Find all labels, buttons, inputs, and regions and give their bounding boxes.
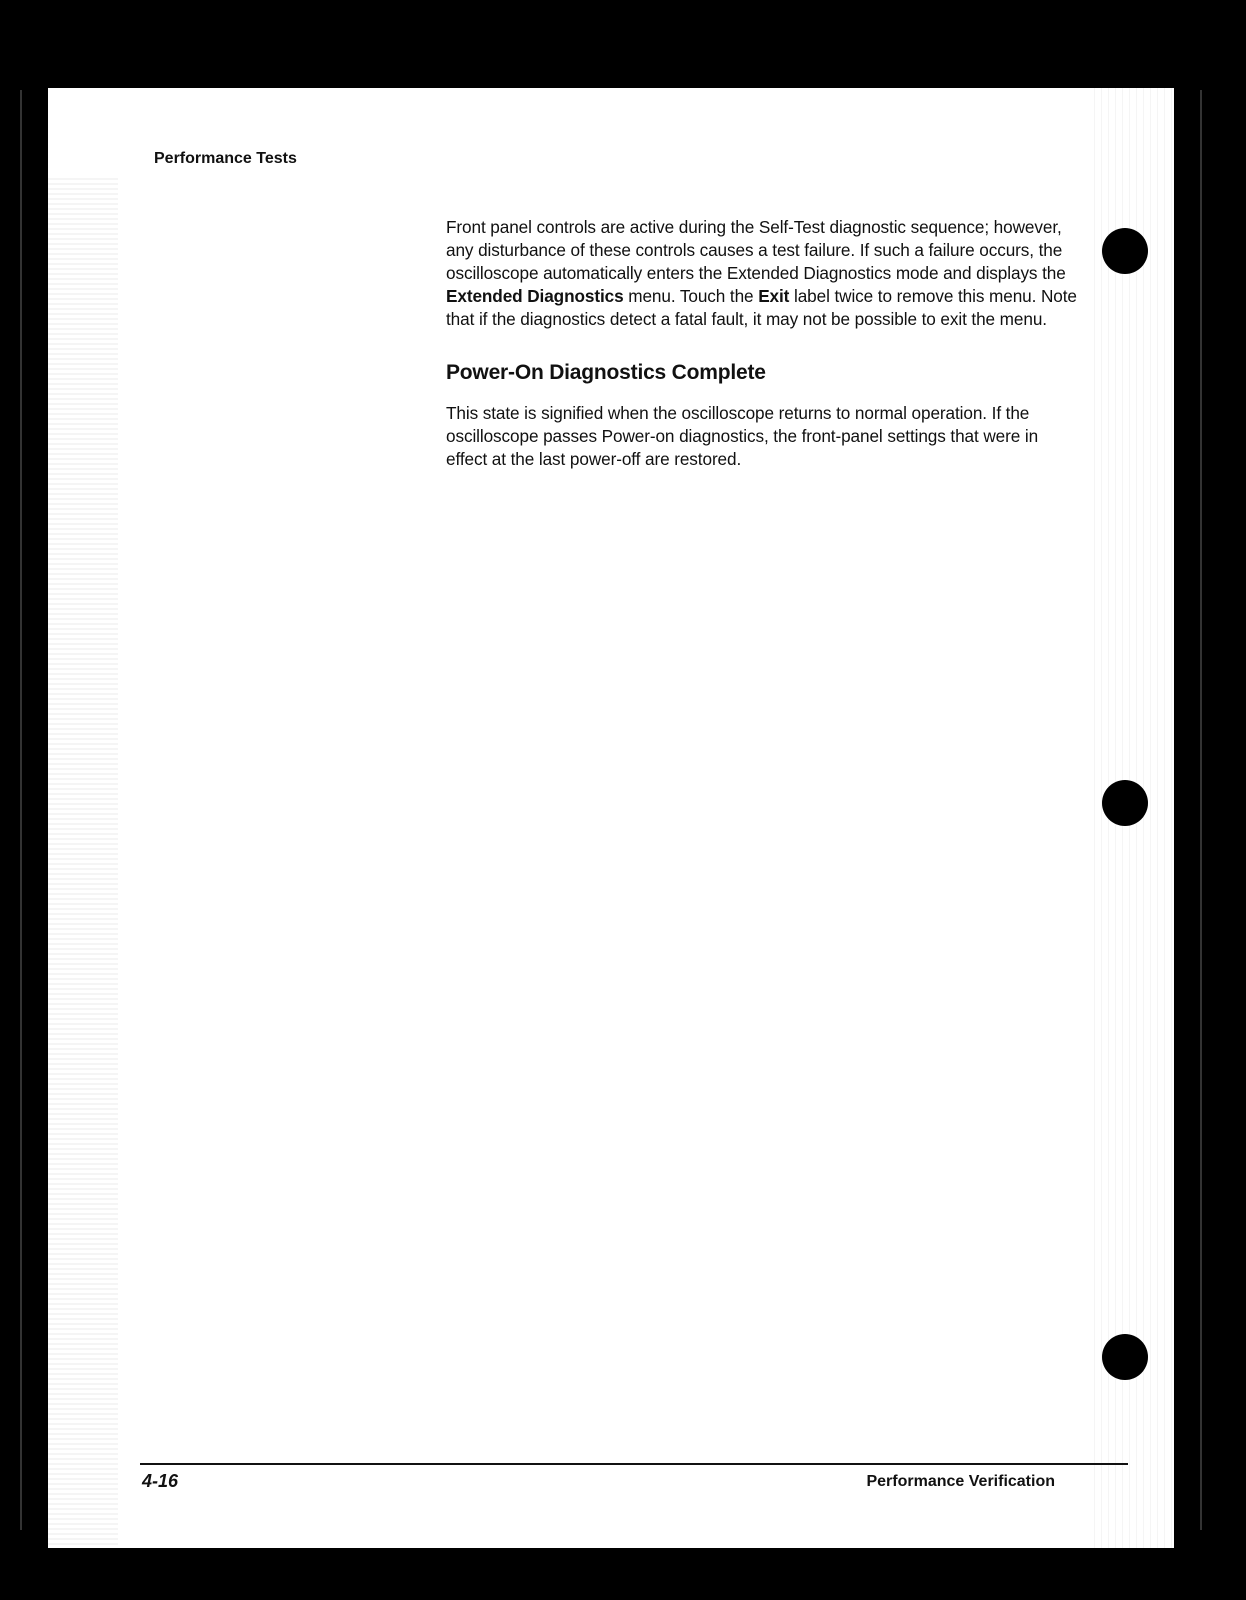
scan-edge-left (20, 90, 22, 1530)
para1-text-2: menu. Touch the (623, 286, 759, 306)
body-column (446, 216, 1078, 471)
scan-edge-right (1200, 90, 1202, 1530)
paragraph-diagnostics-complete: This state is signified when the oscilloscope returns to normal operation. If the oscilloscope passes Power-on diagnostics, the front-panel settings that were in effect at the last power-off are restored. (446, 403, 1039, 469)
footer-rule (140, 1463, 1128, 1465)
scan-noise-left (48, 178, 118, 1548)
document-page (48, 88, 1174, 1548)
paragraph-self-test (446, 216, 1078, 331)
page-number: 4-16 (142, 1471, 179, 1491)
para1-text-3: label twice to remove this menu. Note that if the diagnostics detect a fatal fault, it may not be possible to exit the menu. (446, 286, 1077, 329)
extended-diagnostics-term: Extended Diagnostics (446, 286, 624, 306)
exit-term: Exit (758, 286, 790, 306)
binder-hole-middle (1102, 780, 1148, 826)
section-heading: Power-On Diagnostics Complete (446, 361, 766, 384)
binder-hole-top (1102, 228, 1148, 274)
running-head: Performance Tests (154, 150, 297, 167)
binder-hole-bottom (1102, 1334, 1148, 1380)
footer-section-title: Performance Verification (866, 1473, 1055, 1490)
para1-text-1: Front panel controls are active during the Self-Test diagnostic sequence; however, any disturbance of these controls causes a test failure. If such a failure occurs, the oscilloscope automatically enters the Extended Diagnostics mode and displays the (446, 217, 1066, 283)
